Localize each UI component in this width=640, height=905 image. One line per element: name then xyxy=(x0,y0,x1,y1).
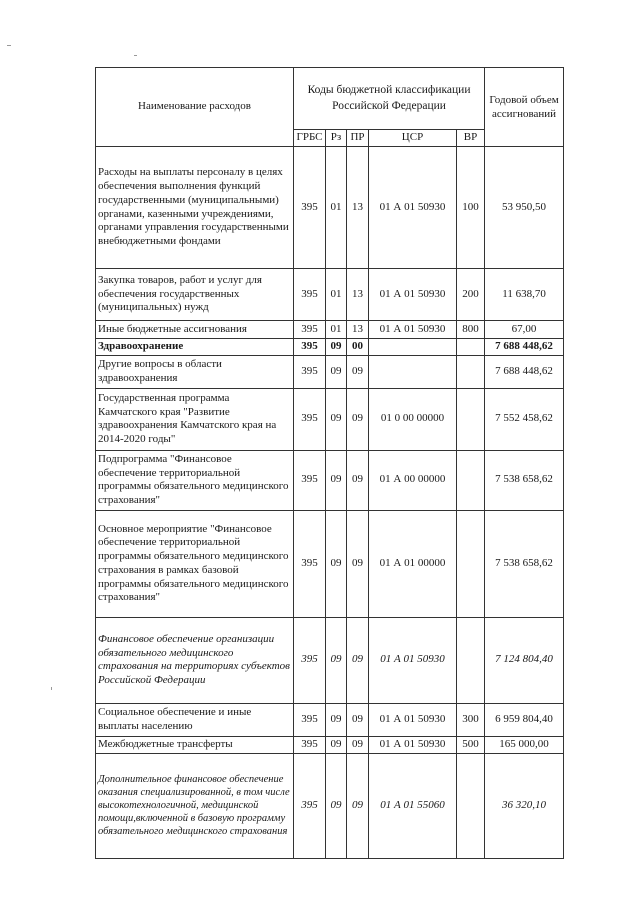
table-row xyxy=(96,147,564,269)
row-csr: 01 0 00 00000 xyxy=(369,388,457,450)
row-vr xyxy=(457,753,485,858)
row-sum: 165 000,00 xyxy=(485,736,564,753)
row-rz: 09 xyxy=(326,355,347,388)
row-name: Расходы на выплаты персоналу в целях обеспечения выполнения функций государственными (муниципальными) органами, казенными учреждениями, органами управления государственными внебюджетными фондами xyxy=(96,147,294,269)
row-rz: 01 xyxy=(326,321,347,339)
row-pr: 09 xyxy=(347,450,369,510)
row-vr xyxy=(457,617,485,703)
row-pr: 13 xyxy=(347,269,369,321)
row-sum: 36 320,10 xyxy=(485,753,564,858)
row-vr: 100 xyxy=(457,147,485,269)
row-rz: 09 xyxy=(326,510,347,617)
row-sum: 7 538 658,62 xyxy=(485,510,564,617)
row-rz: 09 xyxy=(326,388,347,450)
scan-mark xyxy=(51,687,52,690)
header-name: Наименование расходов xyxy=(96,68,294,147)
row-pr: 09 xyxy=(347,510,369,617)
row-rz: 09 xyxy=(326,736,347,753)
table-row xyxy=(96,450,564,510)
row-name: Другие вопросы в области здравоохранения xyxy=(96,355,294,388)
row-csr: 01 А 01 50930 xyxy=(369,269,457,321)
header-grbs: ГРБС xyxy=(294,130,326,147)
row-csr: 01 А 01 50930 xyxy=(369,703,457,736)
scan-mark xyxy=(134,55,137,56)
header-vr: ВР xyxy=(457,130,485,147)
table-row xyxy=(96,753,564,858)
row-csr: 01 А 01 55060 xyxy=(369,753,457,858)
row-csr: 01 А 01 50930 xyxy=(369,617,457,703)
row-name: Здравоохранение xyxy=(96,339,294,356)
row-pr: 09 xyxy=(347,388,369,450)
table-row xyxy=(96,269,564,321)
row-rz: 09 xyxy=(326,339,347,356)
row-pr: 13 xyxy=(347,321,369,339)
row-sum: 7 552 458,62 xyxy=(485,388,564,450)
row-rz: 09 xyxy=(326,450,347,510)
row-pr: 09 xyxy=(347,355,369,388)
row-grbs: 395 xyxy=(294,753,326,858)
table-row xyxy=(96,703,564,736)
row-pr: 09 xyxy=(347,736,369,753)
header-sum: Годовой объем ассигнований xyxy=(485,68,564,147)
row-rz: 01 xyxy=(326,147,347,269)
row-sum: 67,00 xyxy=(485,321,564,339)
row-rz: 01 xyxy=(326,269,347,321)
row-grbs: 395 xyxy=(294,388,326,450)
row-name: Подпрограмма "Финансовое обеспечение территориальной программы обязательного медицинского страхования" xyxy=(96,450,294,510)
table-header-row xyxy=(96,68,564,130)
row-rz: 09 xyxy=(326,703,347,736)
row-vr xyxy=(457,450,485,510)
row-csr: 01 А 01 50930 xyxy=(369,736,457,753)
row-vr: 500 xyxy=(457,736,485,753)
row-name: Основное мероприятие "Финансовое обеспечение территориальной программы обязательного медицинского страхования в рамках базовой программы обязательного медицинского страхования" xyxy=(96,510,294,617)
table-row xyxy=(96,736,564,753)
row-csr: 01 А 00 00000 xyxy=(369,450,457,510)
table-row xyxy=(96,388,564,450)
row-csr xyxy=(369,355,457,388)
row-vr xyxy=(457,510,485,617)
row-pr: 13 xyxy=(347,147,369,269)
row-sum: 7 688 448,62 xyxy=(485,339,564,356)
row-vr xyxy=(457,339,485,356)
row-name: Государственная программа Камчатского края "Развитие здравоохранения Камчатского края на 2014-2020 годы" xyxy=(96,388,294,450)
row-sum: 6 959 804,40 xyxy=(485,703,564,736)
row-vr: 300 xyxy=(457,703,485,736)
row-grbs: 395 xyxy=(294,617,326,703)
row-sum: 7 538 658,62 xyxy=(485,450,564,510)
row-pr: 09 xyxy=(347,753,369,858)
row-name: Закупка товаров, работ и услуг для обеспечения государственных (муниципальных) нужд xyxy=(96,269,294,321)
row-name: Дополнительное финансовое обеспечение оказания специализированной, в том числе высокотехнологичной, медицинской помощи,включенной в базовую программу обязательного медицинского страхования xyxy=(96,753,294,858)
row-rz: 09 xyxy=(326,617,347,703)
row-csr xyxy=(369,339,457,356)
header-csr: ЦСР xyxy=(369,130,457,147)
scan-mark xyxy=(7,45,11,46)
budget-table xyxy=(95,67,564,859)
table-row xyxy=(96,355,564,388)
row-vr xyxy=(457,388,485,450)
row-grbs: 395 xyxy=(294,703,326,736)
row-name: Финансовое обеспечение организации обязательного медицинского страхования на территориях субъектов Российской Федерации xyxy=(96,617,294,703)
row-name: Социальное обеспечение и иные выплаты населению xyxy=(96,703,294,736)
row-grbs: 395 xyxy=(294,269,326,321)
row-pr: 00 xyxy=(347,339,369,356)
table-row xyxy=(96,510,564,617)
table-row-section xyxy=(96,339,564,356)
row-csr: 01 А 01 50930 xyxy=(369,321,457,339)
row-csr: 01 А 01 00000 xyxy=(369,510,457,617)
row-grbs: 395 xyxy=(294,321,326,339)
table-row xyxy=(96,617,564,703)
header-rz: Рз xyxy=(326,130,347,147)
row-grbs: 395 xyxy=(294,510,326,617)
row-grbs: 395 xyxy=(294,355,326,388)
row-sum: 11 638,70 xyxy=(485,269,564,321)
row-vr xyxy=(457,355,485,388)
row-grbs: 395 xyxy=(294,450,326,510)
row-vr: 800 xyxy=(457,321,485,339)
row-pr: 09 xyxy=(347,617,369,703)
row-sum: 7 688 448,62 xyxy=(485,355,564,388)
row-csr: 01 А 01 50930 xyxy=(369,147,457,269)
row-rz: 09 xyxy=(326,753,347,858)
row-sum: 7 124 804,40 xyxy=(485,617,564,703)
row-name: Межбюджетные трансферты xyxy=(96,736,294,753)
row-grbs: 395 xyxy=(294,147,326,269)
header-codes: Коды бюджетной классификации Российской Федерации xyxy=(294,68,485,130)
row-name: Иные бюджетные ассигнования xyxy=(96,321,294,339)
row-pr: 09 xyxy=(347,703,369,736)
table-row xyxy=(96,321,564,339)
row-grbs: 395 xyxy=(294,339,326,356)
row-vr: 200 xyxy=(457,269,485,321)
row-sum: 53 950,50 xyxy=(485,147,564,269)
header-pr: ПР xyxy=(347,130,369,147)
row-grbs: 395 xyxy=(294,736,326,753)
